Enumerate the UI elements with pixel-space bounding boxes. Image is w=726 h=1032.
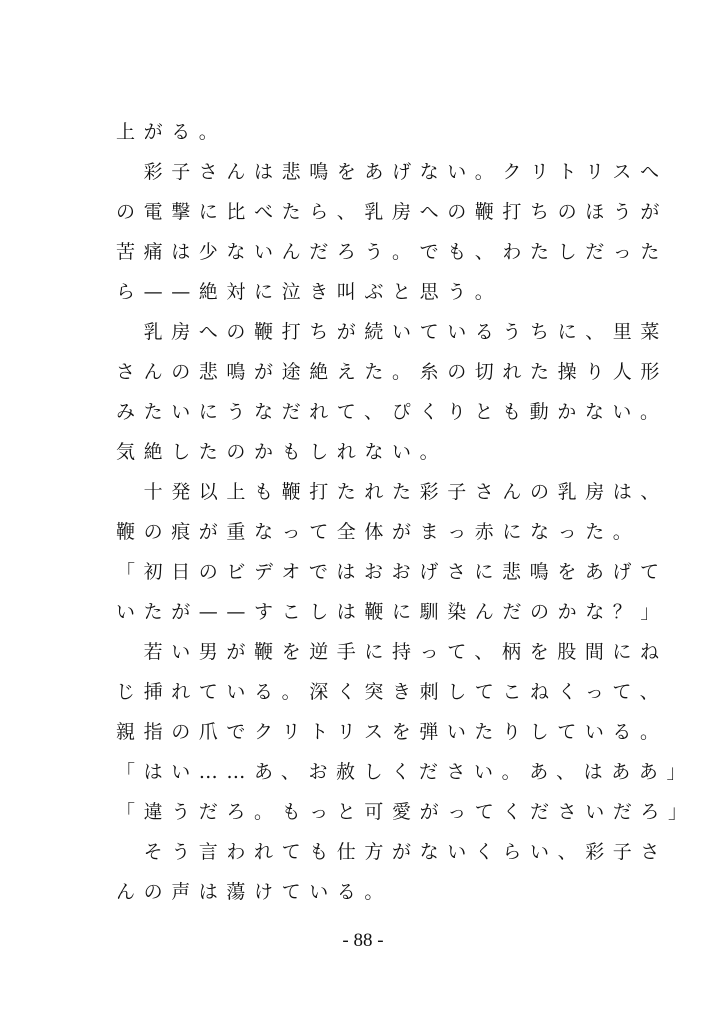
text-line: 若い男が鞭を逆手に持って、柄を股間にね — [116, 641, 668, 663]
text-line: じ挿れている。深く突き刺してこねくって、 — [116, 681, 668, 703]
text-line: 乳房への鞭打ちが続いているうちに、里菜 — [116, 321, 669, 343]
text-line: いたが——すこしは鞭に馴染んだのかな？」 — [116, 601, 669, 623]
text-line: 「違うだろ。もっと可愛がってくださいだろ」 — [116, 801, 696, 823]
text-line: 十発以上も鞭打たれた彩子さんの乳房は、 — [116, 481, 669, 503]
body-text — [116, 112, 696, 912]
text-line: みたいにうなだれて、ぴくりとも動かない。 — [116, 401, 668, 423]
text-line: の電撃に比べたら、乳房への鞭打ちのほうが — [116, 201, 669, 223]
text-line: そう言われても仕方がないくらい、彩子さ — [116, 841, 669, 863]
text-line: 「初日のビデオではおおげさに悲鳴をあげて — [116, 561, 668, 583]
text-line: 上がる。 — [116, 121, 227, 143]
page-number: - 88 - — [342, 930, 384, 951]
text-line: ら——絶対に泣き叫ぶと思う。 — [116, 281, 503, 303]
text-line: んの声は蕩けている。 — [116, 881, 393, 903]
text-line: 気絶したのかもしれない。 — [116, 441, 448, 463]
text-line: さんの悲鳴が途絶えた。糸の切れた操り人形 — [116, 361, 669, 383]
text-line: 鞭の痕が重なって全体がまっ赤になった。 — [116, 521, 641, 543]
text-line: 親指の爪でクリトリスを弾いたりしている。 — [116, 721, 668, 743]
text-line: 「はい……あ、お赦しください。あ、はああ」 — [116, 761, 695, 783]
text-line: 彩子さんは悲鳴をあげない。クリトリスへ — [116, 161, 668, 183]
text-line: 苦痛は少ないんだろう。でも、わたしだった — [116, 241, 669, 263]
